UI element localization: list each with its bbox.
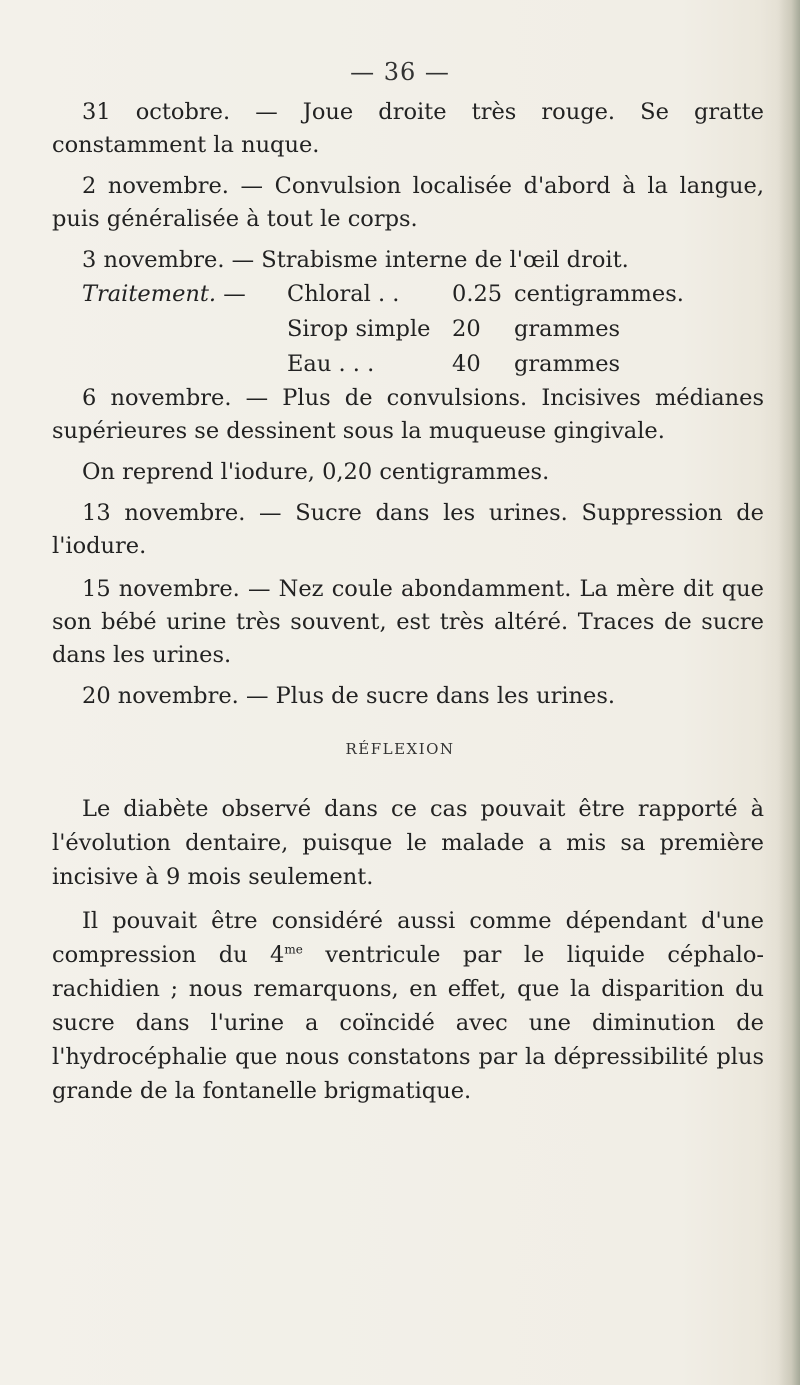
treatment-quantity: 0.25 (452, 281, 503, 307)
entry-nov-6: 6 novembre. — Plus de convulsions. Incisives médianes supérieures se dessinent sous la muqueuse gingivale. (52, 385, 764, 444)
treatment-prescription (52, 277, 764, 382)
section-heading: RÉFLEXION (345, 740, 455, 758)
entry-nov-2: 2 novembre. — Convulsion localisée d'abord à la langue, puis généralisée à tout le corps. (52, 173, 764, 232)
observation-log (52, 96, 764, 721)
entry-iodure: On reprend l'iodure, 0,20 centigrammes. (82, 459, 550, 485)
treatment-row (52, 312, 764, 347)
page-edge-shadow (778, 0, 800, 1385)
treatment-row (52, 277, 764, 312)
entry-nov-3: 3 novembre. — Strabisme interne de l'œil droit. (82, 247, 629, 273)
entry-nov-20: 20 novembre. — Plus de sucre dans les urines. (82, 683, 616, 709)
treatment-quantity: 40 (452, 351, 481, 377)
treatment-drug: Chloral . . (287, 281, 400, 307)
reflexion-section (52, 792, 764, 1118)
superscript: me (284, 942, 303, 957)
reflexion-paragraph-2: Il pouvait être considéré aussi comme dépendant d'une compression du $4^{me}$ ventricule par le liquide céphalo-rachidien ; nous remarquons, en effet, que la disparition du sucre dans l'urine a coïncidé avec une diminution de l'hydrocéphalie que nous constatons par la dépressibilité plus grande de la fontanelle brigmatique. (52, 908, 765, 1104)
treatment-quantity: 20 (452, 316, 481, 342)
treatment-unit: grammes (514, 316, 621, 342)
treatment-row (52, 347, 764, 382)
treatment-drug: Eau . . . (287, 351, 375, 377)
treatment-unit: grammes (514, 351, 621, 377)
treatment-drug: Sirop simple (287, 316, 431, 342)
entry-nov-15: 15 novembre. — Nez coule abondamment. La mère dit que son bébé urine très souvent, est très altéré. Traces de sucre dans les urines. (52, 576, 764, 668)
treatment-unit: centigrammes. (514, 281, 684, 307)
treatment-label: Traitement. — (82, 281, 246, 307)
reflexion-paragraph-1: Le diabète observé dans ce cas pouvait être rapporté à l'évolution dentaire, puisque le malade a mis sa première incisive à 9 mois seulement. (52, 796, 764, 890)
entry-oct-31: 31 octobre. — Joue droite très rouge. Se gratte constamment la nuque. (52, 99, 764, 158)
entry-nov-13: 13 novembre. — Sucre dans les urines. Suppression de l'iodure. (52, 500, 764, 559)
page-number: — 36 — (350, 58, 450, 86)
